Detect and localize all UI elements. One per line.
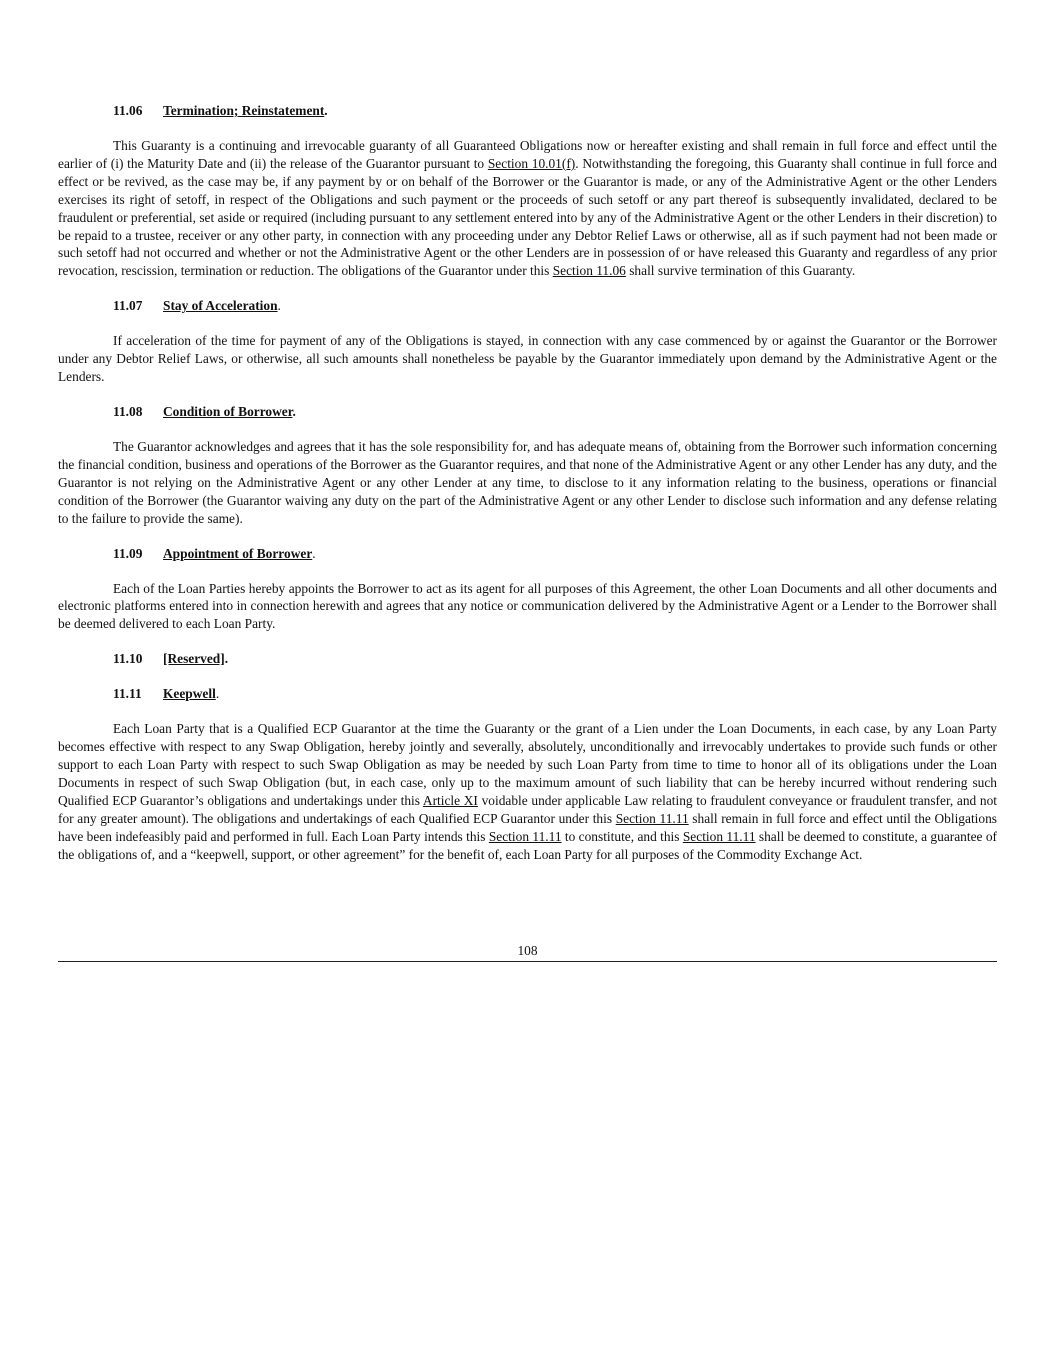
section-number: 11.10	[113, 651, 143, 667]
section-title-suffix: .	[215, 686, 220, 702]
section-number: 11.06	[113, 103, 143, 118]
section-title-suffix: .	[292, 403, 296, 419]
paragraph-text: . Notwithstanding the foregoing, this Guaranty shall continue in full force and effect or be revived, as the case may be, if any payment by or on behalf of the Borrower or the Guarantor is made, or any of the Administrative Agent or the other Lenders exercises its right of setoff, in respect of the Obligations and such payment or the proceeds of such setoff or any part thereof is subsequently invalidated, declared to be fraudulent or preferential, set aside or required (including pursuant to any settlement entered into by any of the Administrative Agent or the other Lenders in their discretion) to be repaid to a trustee, receiver or any other party, in connection with any proceeding under any Debtor Relief Laws or otherwise, all as if such payment had not been made or such setoff had not occurred and whether or not the Administrative Agent or the other Lenders are in possession of or have released this Guaranty and regardless of any prior revocation, rescission, termination or reduction. The obligations of the Guarantor under this	[58, 155, 997, 279]
section-title-suffix: .	[312, 545, 316, 561]
section-number: 11.11	[113, 686, 142, 702]
section-title: Stay of Acceleration	[163, 298, 278, 314]
paragraph-text: to constitute, and this	[561, 828, 683, 844]
section-paragraph-11-07	[58, 332, 997, 386]
paragraph-text: The Guarantor acknowledges and agrees that it has the sole responsibility for, and has adequate means of, obtaining from the Borrower such information concerning the financial condition, business and operations of the Borrower as the Guarantor requires, and that none of the Administrative Agent or any other Lender has any duty, and the Guarantor is not relying on the Administrative Agent or any other Lender at any time, to disclose to it any information relating to the business, operations or financial condition of the Borrower (the Guarantor waiving any duty on the part of the Administrative Agent or any other Lender to disclose such information and any defense relating to the failure to provide the same).	[58, 438, 997, 526]
paragraph-text: shall be deemed to constitute, a guarantee of the obligations of, and a “keepwell, support, or other agreement” for the benefit of, each Loan Party for all purposes of the Commodity Exchange Act.	[58, 828, 997, 862]
cross-reference-link: Section 11.06	[552, 263, 626, 279]
cross-reference-link: Section 11.11	[488, 828, 562, 844]
section-paragraph-11-06	[58, 137, 997, 280]
section-number: 11.09	[113, 545, 143, 561]
cross-reference-link: Section 10.01(f)	[487, 155, 576, 171]
paragraph-text: voidable under applicable Law relating to fraudulent conveyance or fraudulent transfer, and not for any greater amount). The obligations and undertakings of each Qualified ECP Guarantor under this	[58, 792, 998, 826]
paragraph-text: If acceleration of the time for payment of any of the Obligations is stayed, in connection with any case commenced by or against the Guarantor or the Borrower under any Debtor Relief Laws, or otherwise, all such amounts shall nonetheless be payable by the Guarantor immediately upon demand by the Administrative Agent or the Lenders.	[58, 333, 997, 385]
page-number: 108	[517, 943, 538, 958]
paragraph-text: Each of the Loan Parties hereby appoints the Borrower to act as its agent for all purposes of this Agreement, the other Loan Documents and all other documents and electronic platforms entered into in connection herewith and agrees that any notice or communication delivered by the Administrative Agent or a Lender to the Borrower shall be deemed delivered to each Loan Party.	[58, 580, 997, 632]
section-number: 11.07	[113, 298, 143, 314]
paragraph-text: shall survive termination of this Guaranty.	[625, 263, 856, 279]
cross-reference-link: Section 11.11	[682, 828, 756, 844]
paragraph-text: Each Loan Party that is a Qualified ECP Guarantor at the time the Guaranty or the grant of a Lien under the Loan Documents, in each case, by any Loan Party becomes effective with respect to any Swap Obligation, hereby jointly and severally, absolutely, unconditionally and irrevocably undertakes to provide such funds or other support to each Loan Party with respect to such Swap Obligation as may be needed by such Loan Party from time to time to honor all of its obligations under the Loan Documents in respect of such Swap Obligation (but, in each case, only up to the maximum amount of such liability that can be hereby incurred without rendering such Qualified ECP Guarantor’s obligations and undertakings under this	[58, 721, 997, 808]
page-footer	[58, 943, 997, 962]
section-title: Condition of Borrower	[163, 403, 293, 419]
section-title: Appointment of Borrower	[163, 545, 313, 561]
cross-reference-link: Article XI	[422, 792, 478, 808]
section-title: Termination; Reinstatement	[163, 103, 325, 118]
section-paragraph-11-11	[58, 720, 997, 863]
section-title: Keepwell	[163, 686, 216, 702]
section-paragraph-11-08	[58, 438, 997, 528]
document-page	[58, 102, 997, 880]
paragraph-text: shall remain in full force and effect until the Obligations have been indefeasibly paid and performed in full. Each Loan Party intends this	[58, 810, 997, 844]
section-heading-11-08	[58, 403, 997, 421]
cross-reference-link: Section 11.11	[615, 810, 689, 826]
section-heading-11-11	[58, 685, 997, 703]
footer-divider	[58, 961, 997, 962]
section-heading-11-06	[58, 102, 997, 120]
section-title-suffix: .	[277, 298, 281, 314]
section-title-suffix: .	[224, 651, 229, 667]
section-title: [Reserved]	[163, 651, 225, 667]
section-paragraph-11-09	[58, 580, 997, 634]
section-heading-11-10	[58, 650, 997, 668]
section-title-suffix: .	[324, 103, 328, 118]
paragraph-text: This Guaranty is a continuing and irrevocable guaranty of all Guaranteed Obligations now or hereafter existing and shall remain in full force and effect until the earlier of (i) the Maturity Date and (ii) the release of the Guarantor pursuant to	[58, 138, 997, 171]
section-number: 11.08	[113, 403, 143, 419]
section-heading-11-09	[58, 545, 997, 563]
section-heading-11-07	[58, 297, 997, 315]
